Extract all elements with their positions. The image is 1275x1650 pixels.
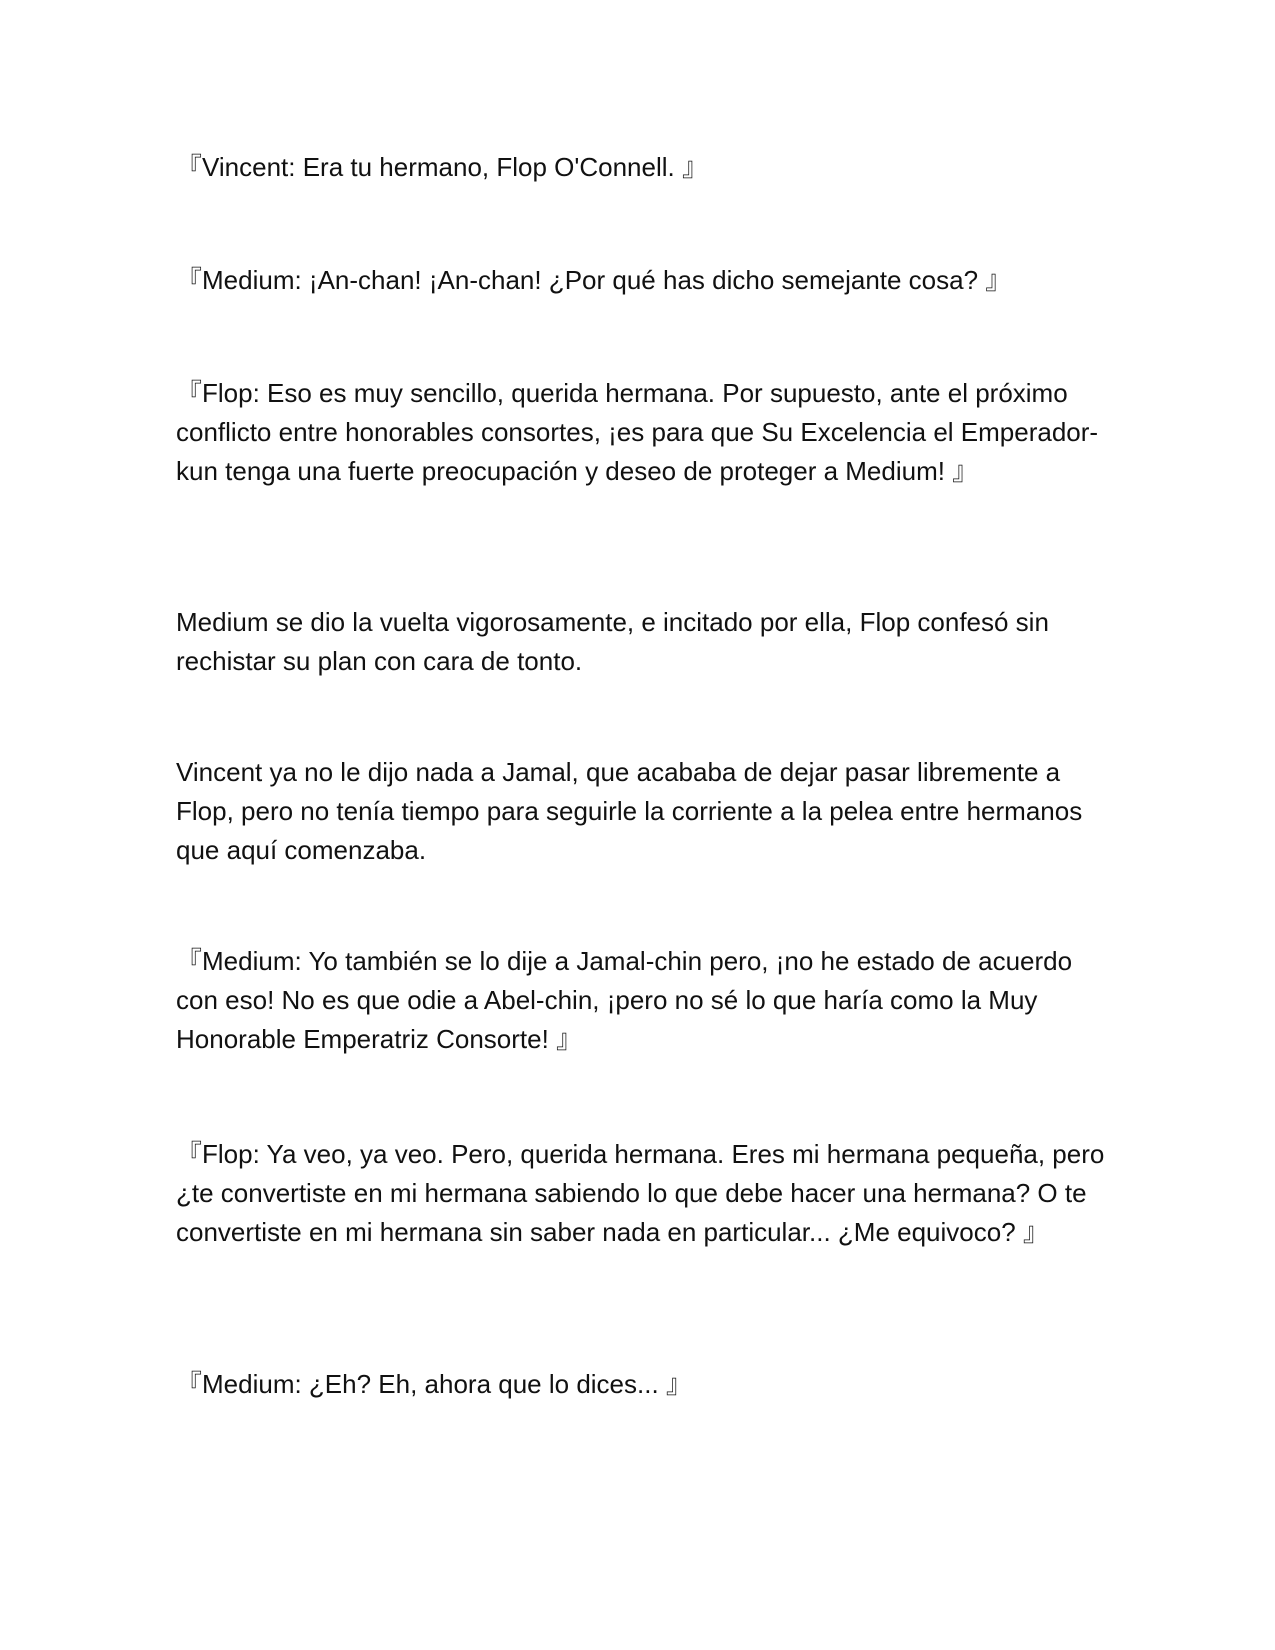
dialogue-paragraph: 『Medium: ¿Eh? Eh, ahora que lo dices... 』 — [176, 1369, 692, 1399]
dialogue-paragraph: 『Vincent: Era tu hermano, Flop O'Connell. 』 — [176, 152, 708, 182]
narration-paragraph: Medium se dio la vuelta vigorosamente, e incitado por ella, Flop confesó sin rechistar su plan con cara de tonto. — [176, 607, 1049, 676]
dialogue-paragraph: 『Flop: Eso es muy sencillo, querida hermana. Por supuesto, ante el próximo conflicto entre honorables consortes, ¡es para que Su Excelencia el Emperador-kun tenga una fuerte preocupación y deseo de proteger a Medium! 』 — [176, 378, 1099, 486]
dialogue-paragraph: 『Flop: Ya veo, ya veo. Pero, querida hermana. Eres mi hermana pequeña, pero ¿te convertiste en mi hermana sabiendo lo que debe hacer una hermana? O te convertiste en mi hermana sin saber nada en particular... ¿Me equivoco? 』 — [176, 1139, 1105, 1247]
dialogue-paragraph: 『Medium: Yo también se lo dije a Jamal-chin pero, ¡no he estado de acuerdo con eso! No es que odie a Abel-chin, ¡pero no sé lo que haría como la Muy Honorable Emperatriz Consorte! 』 — [176, 946, 1073, 1054]
dialogue-paragraph: 『Medium: ¡An-chan! ¡An-chan! ¿Por qué has dicho semejante cosa? 』 — [176, 265, 1012, 295]
narration-paragraph: Vincent ya no le dijo nada a Jamal, que acababa de dejar pasar libremente a Flop, pero no tenía tiempo para seguirle la corriente a la pelea entre hermanos que aquí comenzaba. — [176, 757, 1083, 865]
